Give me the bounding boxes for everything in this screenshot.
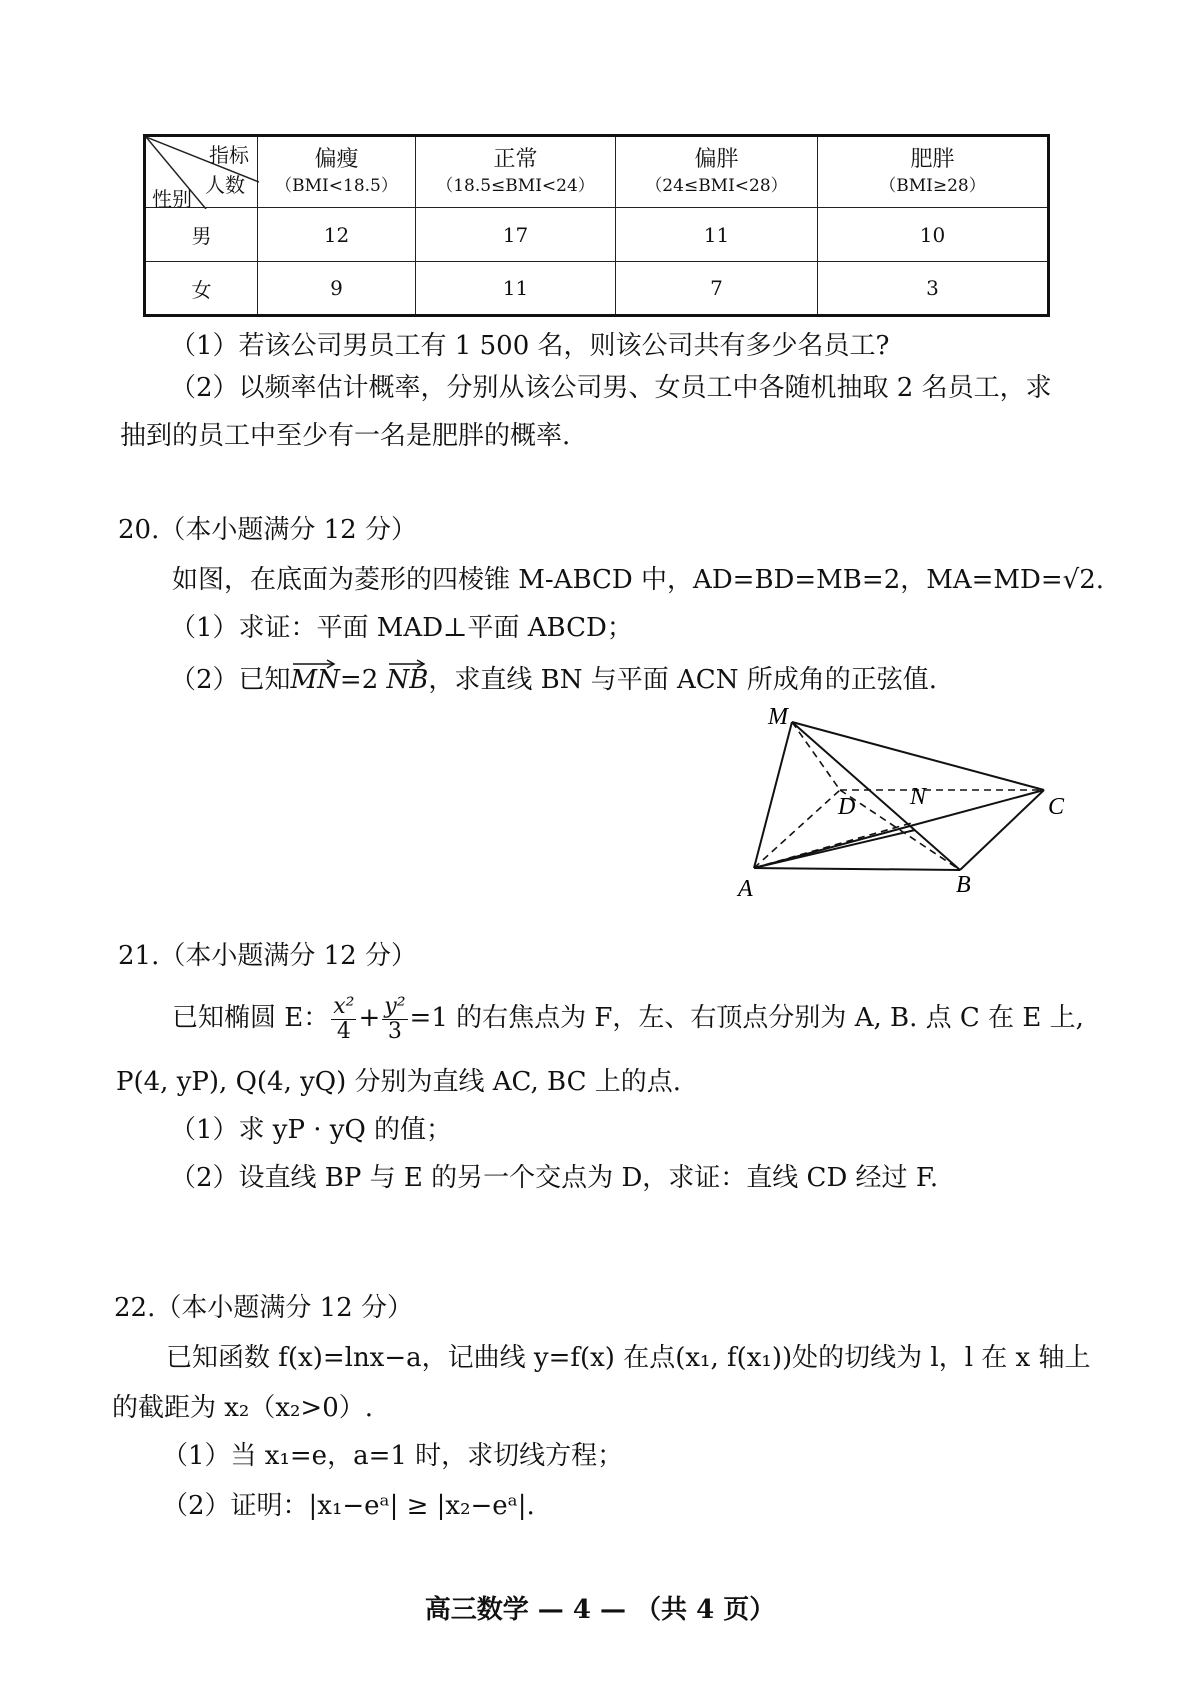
q21-line1: 已知椭圆 E： $\frac{\text{x²}}{4}$ + $\frac{\text{y²}}{3}$ =1 的右焦点为 F，左、右顶点分别为 A, B. 点 C 在 E 上,: [172, 993, 1084, 1044]
page-footer: 高三数学 — 4 — （共 4 页）: [424, 1595, 776, 1625]
table-corner-cell: [145, 136, 258, 211]
q21-line2: P(4, yP), Q(4, yQ) 分别为直线 AC, BC 上的点.: [116, 1067, 682, 1097]
table-cell: 11: [416, 262, 616, 316]
label-d: D: [838, 794, 856, 820]
vector-mn: MN: [291, 665, 340, 695]
corner-label-count: 人数: [205, 173, 245, 197]
corner-label-metric: 指标: [209, 143, 249, 167]
q20-part2: （2）已知MN =2 NB ，求直线 BN 与平面 ACN 所成角的正弦值.: [170, 662, 937, 698]
column-header: 肥胖 （BMI≥28）: [818, 136, 1049, 208]
table-cell: 7: [616, 262, 818, 316]
q19-part1: （1）若该公司男员工有 1 500 名，则该公司共有多少名员工?: [170, 331, 890, 361]
q19-part2-line1: （2）以频率估计概率，分别从该公司男、女员工中各随机抽取 2 名员工，求: [170, 373, 1052, 403]
table-row: [145, 208, 1049, 262]
table-cell: 3: [818, 262, 1049, 316]
label-n: N: [910, 784, 927, 810]
q21-part2: （2）设直线 BP 与 E 的另一个交点为 D，求证：直线 CD 经过 F.: [170, 1163, 939, 1193]
vector-nb: NB: [387, 665, 429, 695]
table-cell: 17: [416, 208, 616, 262]
q22-part1: （1）当 x₁=e，a=1 时，求切线方程；: [162, 1441, 624, 1471]
edge-ma: [754, 722, 792, 868]
row-label: 男: [145, 208, 258, 262]
column-header: 正常 （18.5≤BMI<24）: [416, 136, 616, 208]
q21-part1: （1）求 yP · yQ 的值；: [170, 1115, 453, 1145]
corner-label-gender: 性别: [152, 187, 192, 211]
label-b: B: [956, 872, 971, 898]
label-m: M: [768, 704, 788, 730]
label-c: C: [1048, 794, 1065, 820]
q22-line1: 已知函数 f(x)=lnx−a，记曲线 y=f(x) 在点(x₁, f(x₁))处的切线为 l，l 在 x 轴上: [166, 1343, 1091, 1373]
fraction-y: $\frac{\text{y²}}{3}$: [384, 993, 406, 1044]
fraction-x: $\frac{\text{x²}}{4}$: [333, 993, 355, 1044]
label-a: A: [738, 876, 753, 900]
table-cell: 12: [258, 208, 416, 262]
table-cell: 10: [818, 208, 1049, 262]
q20-intro: 如图，在底面为菱形的四棱锥 M-ABCD 中，AD=BD=MB=2，MA=MD=√2.: [172, 565, 1105, 595]
q20-part1: （1）求证：平面 MAD⊥平面 ABCD；: [170, 613, 633, 643]
table-row: [145, 262, 1049, 316]
q21-heading: 21.（本小题满分 12 分）: [118, 941, 417, 971]
q22-line2: 的截距为 x₂（x₂>0）.: [112, 1393, 374, 1423]
table-cell: 9: [258, 262, 416, 316]
pyramid-figure: [730, 700, 1070, 900]
q22-part2: （2）证明：|x₁−eᵃ| ≥ |x₂−eᵃ|.: [162, 1491, 535, 1521]
q22-heading: 22.（本小题满分 12 分）: [114, 1293, 413, 1323]
q20-heading: 20.（本小题满分 12 分）: [118, 515, 417, 545]
column-header: 偏瘦 （BMI<18.5）: [258, 136, 416, 208]
q19-part2-line2: 抽到的员工中至少有一名是肥胖的概率.: [120, 421, 571, 451]
row-label: 女: [145, 262, 258, 316]
table-cell: 11: [616, 208, 818, 262]
column-header: 偏胖 （24≤BMI<28）: [616, 136, 818, 208]
bmi-table: [143, 134, 1047, 314]
